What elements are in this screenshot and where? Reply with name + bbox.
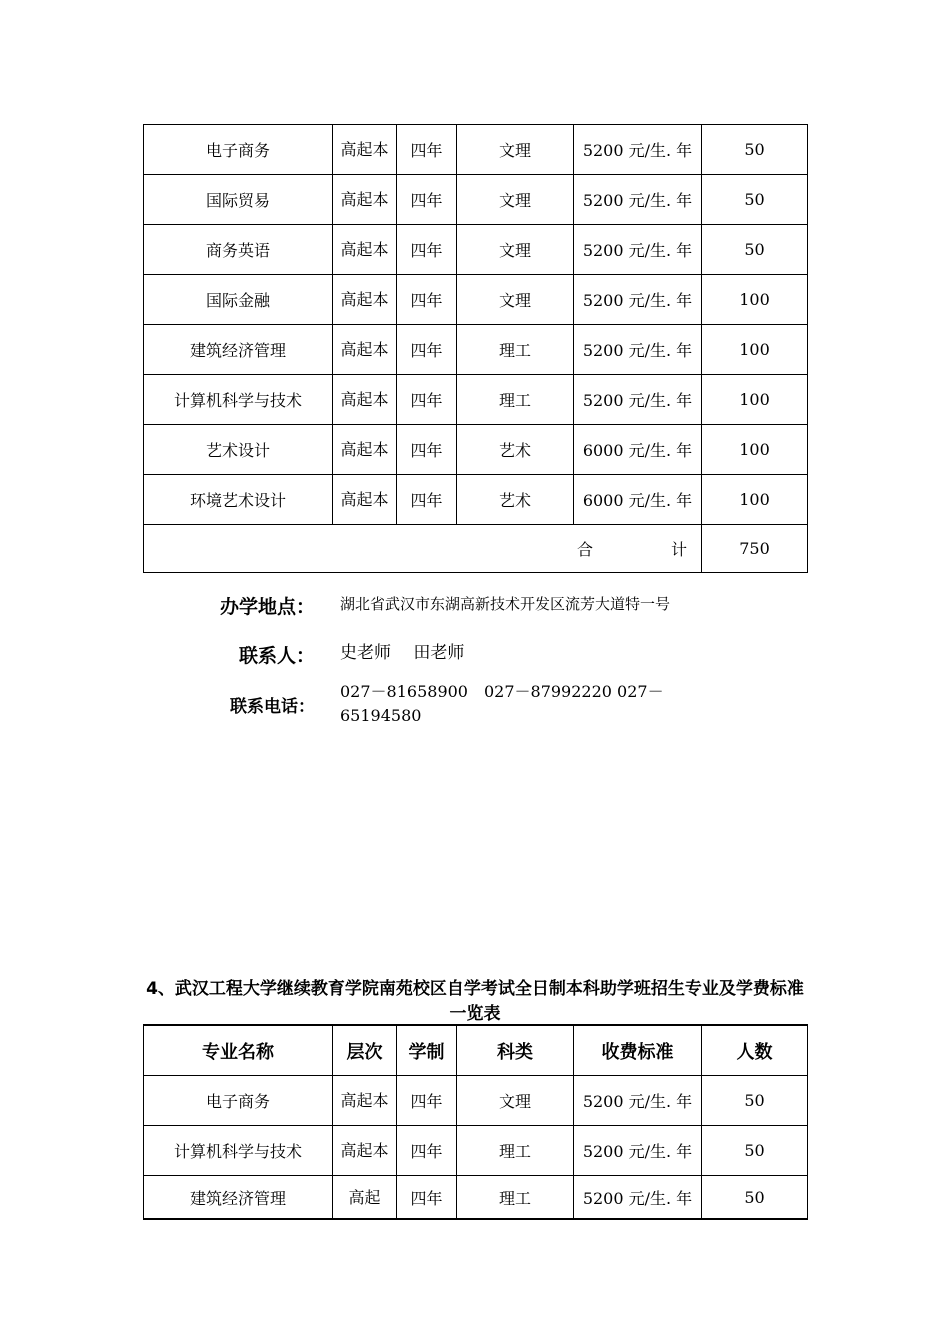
duration-cell: 四年 xyxy=(397,425,457,475)
major-cell: 计算机科学与技术 xyxy=(144,375,333,425)
total-row xyxy=(144,525,808,573)
level-cell: 高起本 xyxy=(333,1126,397,1176)
level-cell: 高起本 xyxy=(333,125,397,175)
category-cell: 文理 xyxy=(457,1076,574,1126)
category-cell: 艺术 xyxy=(457,425,574,475)
table-row xyxy=(144,125,808,175)
table-row xyxy=(144,225,808,275)
count-cell: 50 xyxy=(702,225,808,275)
level-cell: 高起本 xyxy=(333,325,397,375)
duration-cell: 四年 xyxy=(397,275,457,325)
contact-text: 史老师 田老师 xyxy=(340,643,465,663)
table-row xyxy=(144,1076,808,1126)
header-row xyxy=(144,1025,808,1076)
major-cell: 建筑经济管理 xyxy=(144,1176,333,1220)
count-cell: 100 xyxy=(702,275,808,325)
category-cell: 理工 xyxy=(457,325,574,375)
count-cell: 50 xyxy=(702,125,808,175)
duration-cell: 四年 xyxy=(397,475,457,525)
table-row xyxy=(144,325,808,375)
level-cell: 高起本 xyxy=(333,225,397,275)
contact-label: 联系人： xyxy=(238,645,315,667)
total-value: 750 xyxy=(702,525,808,573)
phone-text: 027－81658900 027－87992220 027－65194580 xyxy=(340,682,664,725)
level-cell: 高起 xyxy=(333,1176,397,1220)
level-cell: 高起本 xyxy=(333,375,397,425)
header-duration: 学制 xyxy=(397,1025,457,1076)
header-level: 层次 xyxy=(333,1025,397,1076)
address-label: 办学地点： xyxy=(219,596,315,618)
category-cell: 文理 xyxy=(457,275,574,325)
table-row xyxy=(144,175,808,225)
header-category: 科类 xyxy=(457,1025,574,1076)
major-cell: 建筑经济管理 xyxy=(144,325,333,375)
fee-cell: 5200 元/生. 年 xyxy=(574,275,702,325)
duration-cell: 四年 xyxy=(397,1126,457,1176)
count-cell: 100 xyxy=(702,375,808,425)
fee-cell: 5200 元/生. 年 xyxy=(574,1076,702,1126)
header-count: 人数 xyxy=(702,1025,808,1076)
header-major: 专业名称 xyxy=(144,1025,333,1076)
count-cell: 50 xyxy=(702,1076,808,1126)
count-cell: 100 xyxy=(702,425,808,475)
major-cell: 环境艺术设计 xyxy=(144,475,333,525)
major-cell: 商务英语 xyxy=(144,225,333,275)
duration-cell: 四年 xyxy=(397,325,457,375)
major-cell: 计算机科学与技术 xyxy=(144,1126,333,1176)
duration-cell: 四年 xyxy=(397,375,457,425)
address-text: 湖北省武汉市东湖高新技术开发区流芳大道特一号 xyxy=(340,595,671,613)
fee-cell: 5200 元/生. 年 xyxy=(574,1126,702,1176)
fee-cell: 5200 元/生. 年 xyxy=(574,325,702,375)
count-cell: 50 xyxy=(702,1126,808,1176)
duration-cell: 四年 xyxy=(397,225,457,275)
category-cell: 文理 xyxy=(457,125,574,175)
fee-cell: 5200 元/生. 年 xyxy=(574,175,702,225)
fee-cell: 5200 元/生. 年 xyxy=(574,225,702,275)
duration-cell: 四年 xyxy=(397,1076,457,1126)
fee-cell: 5200 元/生. 年 xyxy=(574,1176,702,1220)
major-cell: 电子商务 xyxy=(144,125,333,175)
level-cell: 高起本 xyxy=(333,475,397,525)
fee-cell: 6000 元/生. 年 xyxy=(574,475,702,525)
level-cell: 高起本 xyxy=(333,425,397,475)
section-title: 4、武汉工程大学继续教育学院南苑校区自学考试全日制本科助学班招生专业及学费标准一览表 xyxy=(146,979,804,1024)
category-cell: 文理 xyxy=(457,225,574,275)
fee-cell: 6000 元/生. 年 xyxy=(574,425,702,475)
category-cell: 艺术 xyxy=(457,475,574,525)
table-row xyxy=(144,275,808,325)
table-row xyxy=(144,1126,808,1176)
major-cell: 国际金融 xyxy=(144,275,333,325)
table-row xyxy=(144,425,808,475)
level-cell: 高起本 xyxy=(333,175,397,225)
major-cell: 艺术设计 xyxy=(144,425,333,475)
header-fee: 收费标准 xyxy=(574,1025,702,1076)
enrollment-table-2 xyxy=(143,1024,808,1220)
table-row xyxy=(144,475,808,525)
count-cell: 50 xyxy=(702,175,808,225)
category-cell: 理工 xyxy=(457,1176,574,1220)
category-cell: 理工 xyxy=(457,1126,574,1176)
total-label: 合计 xyxy=(577,540,687,559)
major-cell: 电子商务 xyxy=(144,1076,333,1126)
duration-cell: 四年 xyxy=(397,125,457,175)
table-row xyxy=(144,1176,808,1220)
duration-cell: 四年 xyxy=(397,175,457,225)
table-row xyxy=(144,375,808,425)
fee-cell: 5200 元/生. 年 xyxy=(574,125,702,175)
level-cell: 高起本 xyxy=(333,275,397,325)
major-cell: 国际贸易 xyxy=(144,175,333,225)
fee-cell: 5200 元/生. 年 xyxy=(574,375,702,425)
count-cell: 100 xyxy=(702,475,808,525)
enrollment-table-1 xyxy=(143,124,808,573)
count-cell: 50 xyxy=(702,1176,808,1220)
level-cell: 高起本 xyxy=(333,1076,397,1126)
phone-label: 联系电话： xyxy=(230,697,315,717)
category-cell: 文理 xyxy=(457,175,574,225)
category-cell: 理工 xyxy=(457,375,574,425)
count-cell: 100 xyxy=(702,325,808,375)
duration-cell: 四年 xyxy=(397,1176,457,1220)
